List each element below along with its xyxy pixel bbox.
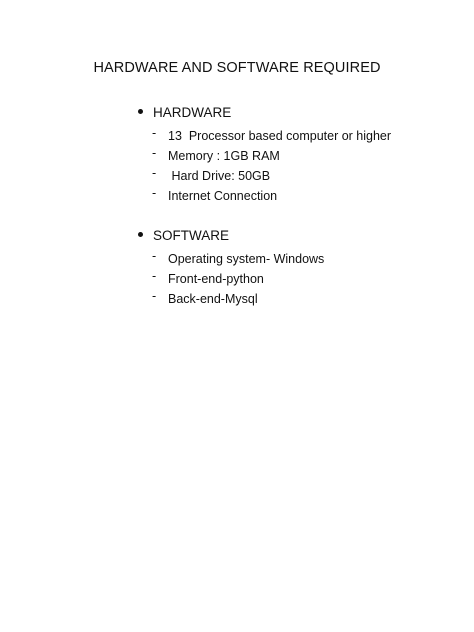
hardware-list: [138, 126, 392, 206]
list-item-text: Back-end-Mysql: [168, 292, 258, 306]
software-list: [138, 249, 325, 309]
dash-icon: -: [152, 186, 157, 200]
page-title: HARDWARE AND SOFTWARE REQUIRED: [93, 60, 381, 76]
dash-icon: -: [152, 289, 157, 303]
hardware-heading-row: [138, 103, 231, 121]
list-item-text: 13 Processor based computer or higher: [168, 129, 392, 143]
software-heading-row: [138, 226, 229, 244]
software-heading: SOFTWARE: [153, 227, 229, 243]
bullet-icon: [138, 109, 143, 114]
dash-icon: -: [152, 249, 157, 263]
hardware-heading: HARDWARE: [153, 104, 232, 120]
list-item-text: Memory : 1GB RAM: [168, 149, 280, 163]
dash-icon: -: [152, 269, 157, 283]
dash-icon: -: [152, 146, 157, 160]
list-item: [138, 186, 278, 206]
dash-icon: -: [152, 166, 157, 180]
list-item-text: Operating system- Windows: [168, 252, 325, 266]
bullet-icon: [138, 232, 143, 237]
dash-icon: -: [152, 126, 157, 140]
list-item-text: Internet Connection: [168, 189, 278, 203]
hardware-section: [138, 103, 392, 206]
list-item-text: Hard Drive: 50GB: [168, 169, 271, 183]
list-item-text: Front-end-python: [168, 272, 264, 286]
software-section: [138, 226, 325, 309]
list-item: [138, 289, 258, 309]
